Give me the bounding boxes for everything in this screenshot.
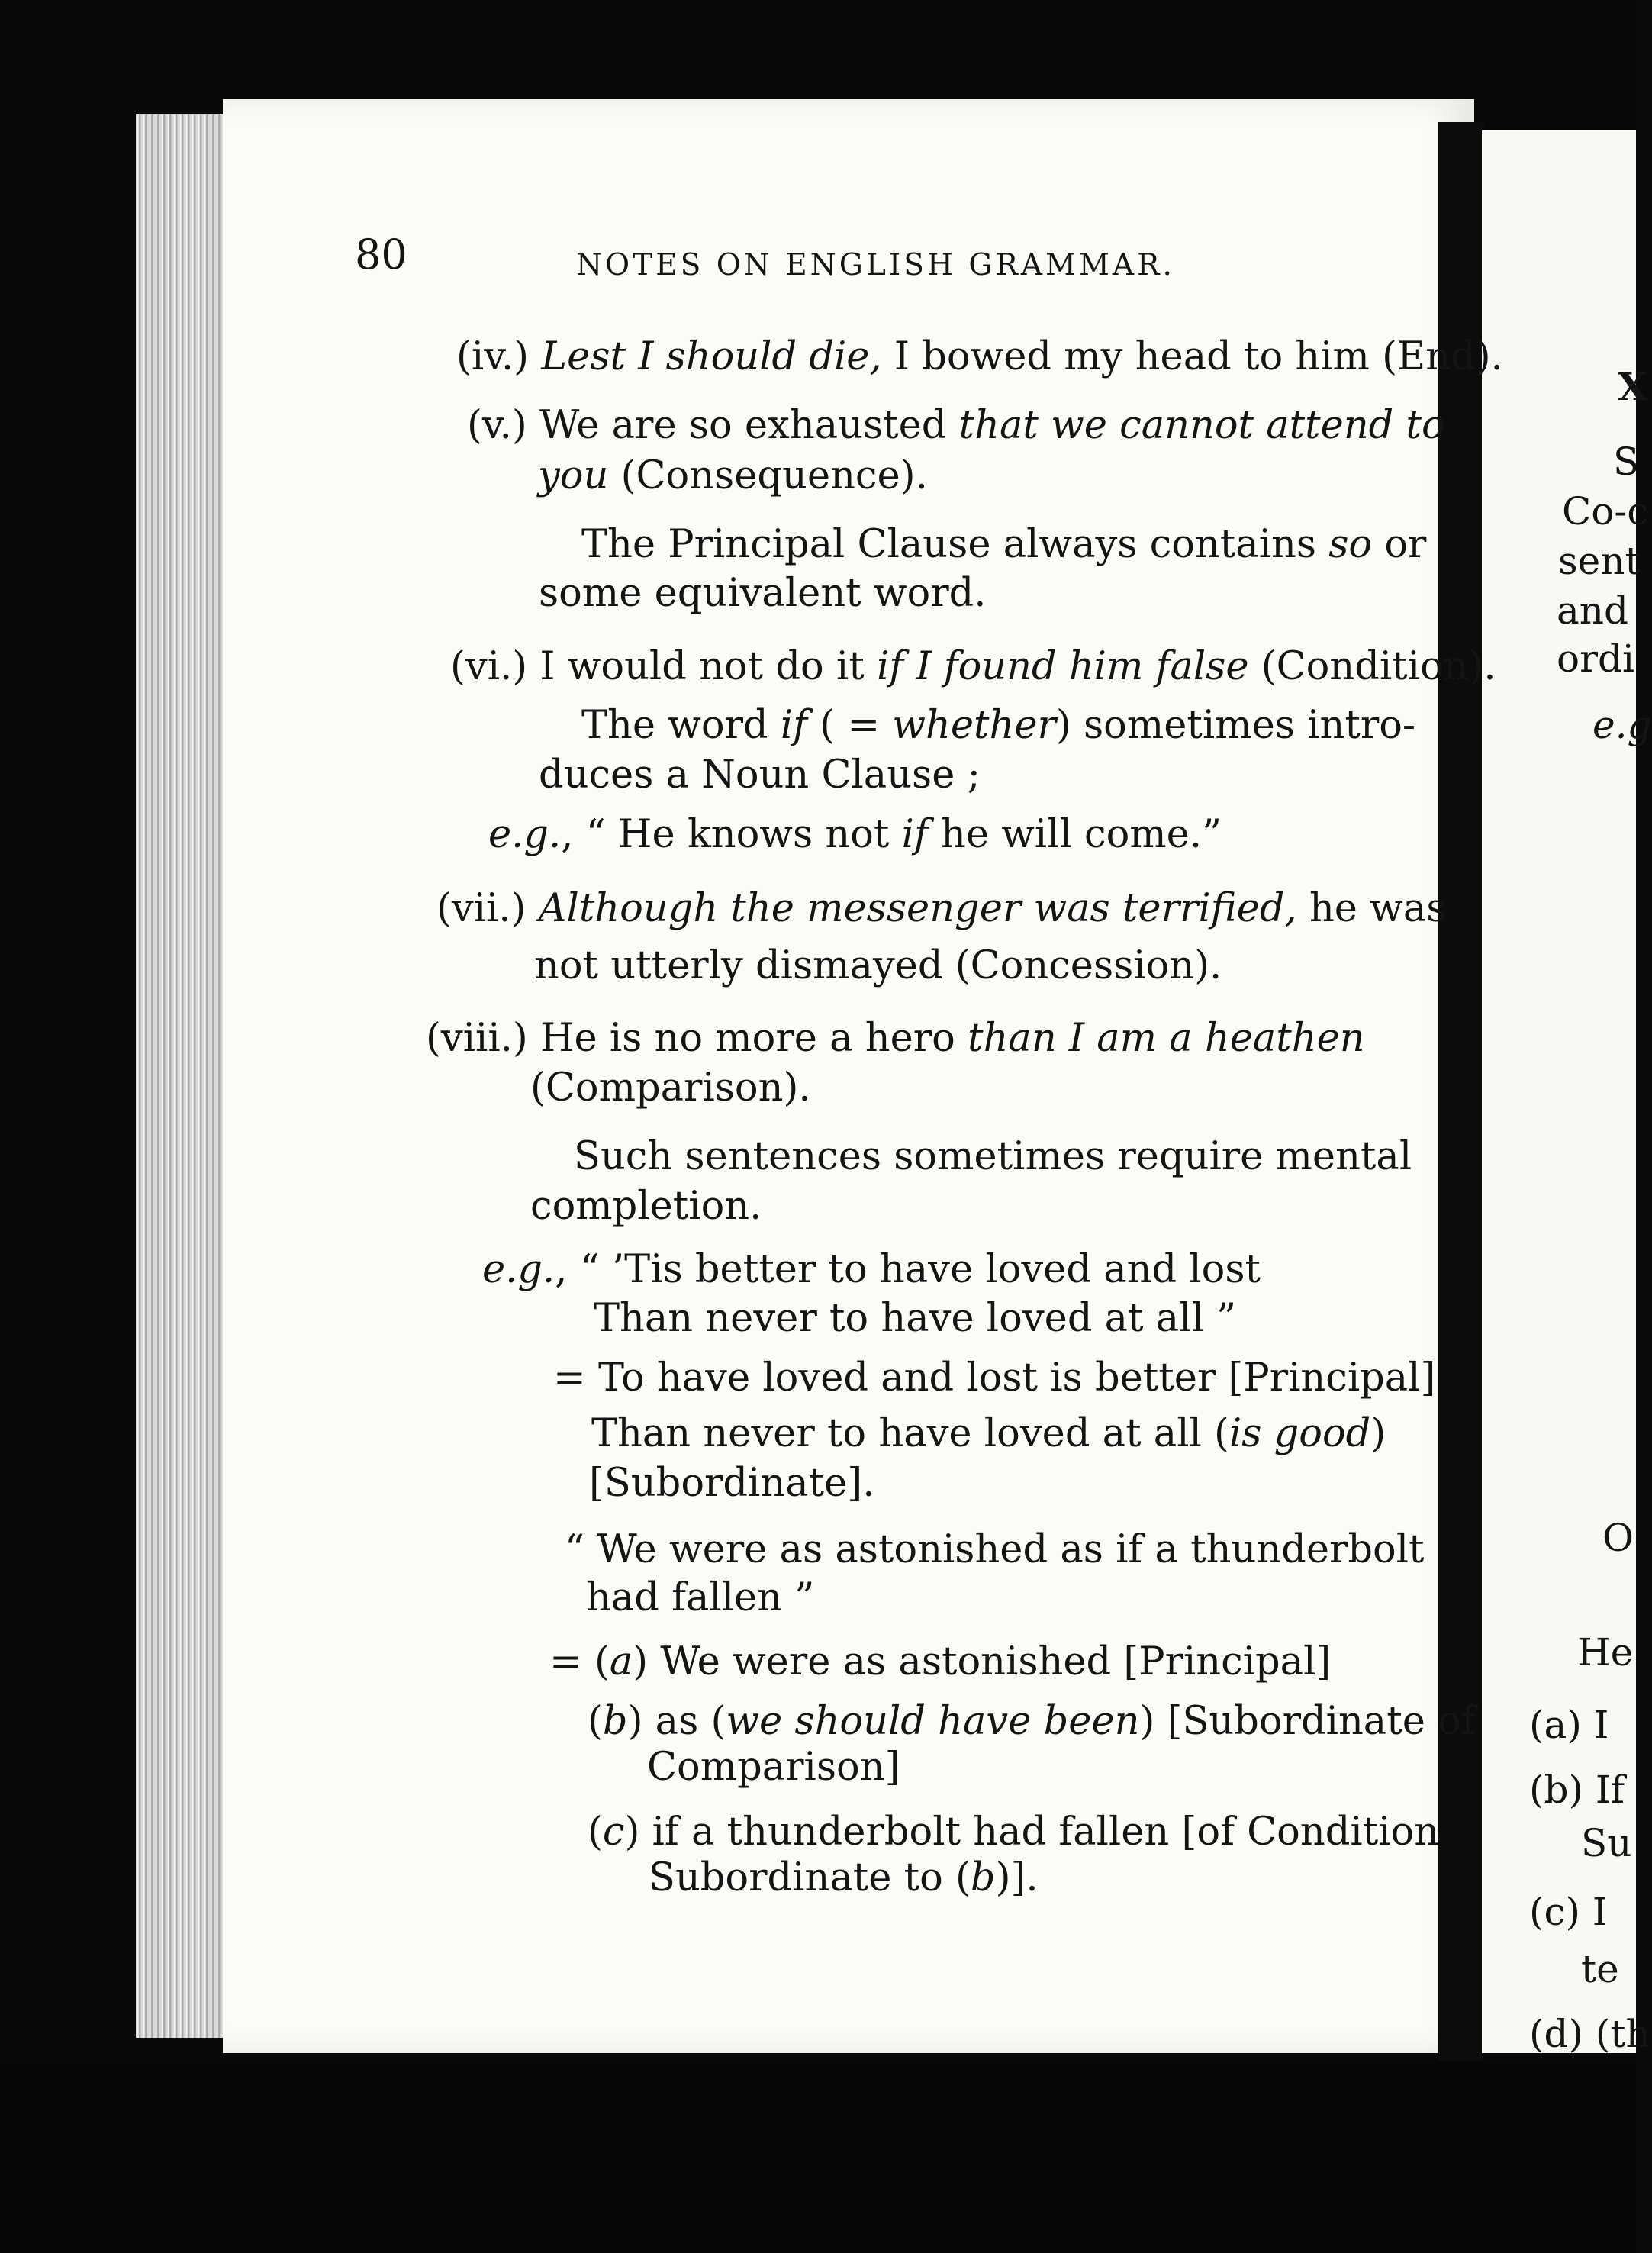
body-text: The Principal Clause always contains (581, 522, 1329, 567)
text-line (530, 1184, 762, 1229)
body-text: = To have loved and lost is better [Principal] (553, 1355, 1436, 1400)
body-text: ) as ( (627, 1699, 726, 1744)
text-line (539, 571, 987, 616)
body-text: He is no more a hero (539, 1016, 968, 1061)
body-text: he will come.” (928, 812, 1222, 857)
text-line (581, 522, 1427, 567)
italic-text: c (602, 1810, 625, 1855)
text-line (426, 1016, 1365, 1061)
text-line (450, 644, 1496, 689)
body-text: Comparison] (647, 1745, 900, 1790)
italic-text: b (970, 1855, 996, 1900)
body-text: (Consequence). (608, 453, 928, 498)
italic-text: a (609, 1639, 633, 1684)
text-line (588, 1810, 1440, 1855)
text-line (549, 1639, 1332, 1684)
page-edges (136, 114, 227, 2038)
italic-text: Lest I should die, (541, 334, 882, 379)
right-page-fragment: O (1602, 1516, 1634, 1560)
italic-text: you (538, 453, 609, 498)
right-page-fragment: Co-c (1562, 489, 1649, 533)
italic-text: e.g. (488, 812, 562, 857)
body-text: (Comparison). (530, 1065, 811, 1110)
body-text: [Subordinate]. (589, 1461, 875, 1506)
right-page-fragment: Su (1581, 1821, 1632, 1865)
text-line (467, 403, 1445, 448)
item-number: (iv.) (456, 334, 530, 379)
right-page-fragment: (a) I (1529, 1703, 1609, 1747)
body-text: ) (1370, 1411, 1386, 1456)
item-number: (vii.) (436, 886, 527, 931)
body-text: completion. (530, 1184, 762, 1229)
text-line (647, 1745, 900, 1790)
right-page-fragment: sent (1558, 539, 1641, 583)
right-page-fragment: and (1557, 588, 1629, 633)
body-text: duces a Noun Clause ; (539, 753, 981, 798)
item-number: (vi.) (450, 644, 528, 689)
body-text: ( (588, 1810, 603, 1855)
right-page-fragment: He (1577, 1630, 1634, 1674)
right-page-fragment: (c) I (1529, 1890, 1608, 1934)
body-text: I would not do it (539, 644, 877, 689)
book-gutter (1438, 122, 1484, 2061)
body-text: The word (581, 703, 781, 748)
italic-text: Although the messenger was terrified, (538, 886, 1297, 931)
body-text: Than never to have loved at all ( (591, 1411, 1229, 1456)
right-page-fragment: X (1618, 364, 1647, 409)
body-text: (Condition). (1248, 644, 1496, 689)
text-line (456, 334, 1503, 379)
right-page-fragment: (d) (th (1529, 2012, 1650, 2056)
body-text: ) sometimes intro- (1055, 703, 1416, 748)
right-page-fragment: (b) If (1529, 1768, 1625, 1812)
text-line (581, 703, 1416, 748)
text-line (436, 886, 1447, 931)
body-text: “ We were as astonished as if a thunderbolt (565, 1527, 1425, 1572)
text-line (574, 1134, 1412, 1179)
scan-bottom-band (0, 2061, 1636, 2253)
running-head: NOTES ON ENGLISH GRAMMAR. (576, 248, 1175, 282)
italic-text: we should have been (726, 1699, 1140, 1744)
text-line (553, 1355, 1436, 1400)
italic-text: than I am a heathen (968, 1016, 1365, 1061)
item-number: (viii.) (426, 1016, 528, 1061)
body-text: had fallen ” (586, 1575, 815, 1620)
text-line (649, 1855, 1039, 1900)
page-number: 80 (355, 230, 407, 279)
body-text: Than never to have loved at all ” (594, 1296, 1237, 1341)
text-line (538, 453, 928, 498)
body-text: not utterly dismayed (Concession). (534, 943, 1222, 988)
text-line (565, 1527, 1425, 1572)
item-number: (v.) (467, 403, 527, 448)
body-text: Subordinate to ( (649, 1855, 971, 1900)
body-text: some equivalent word. (539, 571, 987, 616)
body-text: I bowed my head to him (End). (881, 334, 1503, 379)
text-line (588, 1699, 1476, 1744)
body-text: )]. (995, 1855, 1039, 1900)
italic-text: so (1328, 522, 1373, 567)
text-line (488, 812, 1222, 857)
text-line (594, 1296, 1237, 1341)
body-text: he was (1296, 886, 1447, 931)
body-text: ( = (807, 703, 893, 748)
text-line (534, 943, 1222, 988)
text-line (482, 1247, 1261, 1292)
right-page-fragment: te (1581, 1947, 1619, 1991)
italic-text: e.g. (482, 1247, 555, 1292)
italic-text: if (901, 812, 929, 857)
italic-text: is good (1229, 1411, 1371, 1456)
body-text: ( (588, 1699, 603, 1744)
right-page-fragment: S (1613, 440, 1640, 484)
right-page-fragment: e.g (1592, 703, 1652, 747)
italic-text: whether (892, 703, 1056, 748)
italic-text: that we cannot attend to (958, 403, 1445, 448)
text-line (589, 1461, 875, 1506)
body-text: ) if a thunderbolt had fallen [of Condition (624, 1810, 1440, 1855)
right-page-fragment: ordi (1557, 637, 1635, 681)
body-text: or (1372, 522, 1427, 567)
body-text: , “ He knows not (561, 812, 902, 857)
italic-text: if (780, 703, 808, 748)
italic-text: if I found him false (876, 644, 1249, 689)
text-line (530, 1065, 811, 1110)
text-line (586, 1575, 815, 1620)
italic-text: b (602, 1699, 628, 1744)
body-text: ) We were as astonished [Principal] (633, 1639, 1332, 1684)
body-text: , “ ’Tis better to have loved and lost (555, 1247, 1261, 1292)
text-line (539, 753, 981, 798)
body-text: = ( (549, 1639, 610, 1684)
body-text: Such sentences sometimes require mental (574, 1134, 1412, 1179)
text-line (591, 1411, 1386, 1456)
body-text: ) [Subordinate of (1139, 1699, 1476, 1744)
right-page (1482, 130, 1652, 2056)
body-text: We are so exhausted (539, 403, 959, 448)
